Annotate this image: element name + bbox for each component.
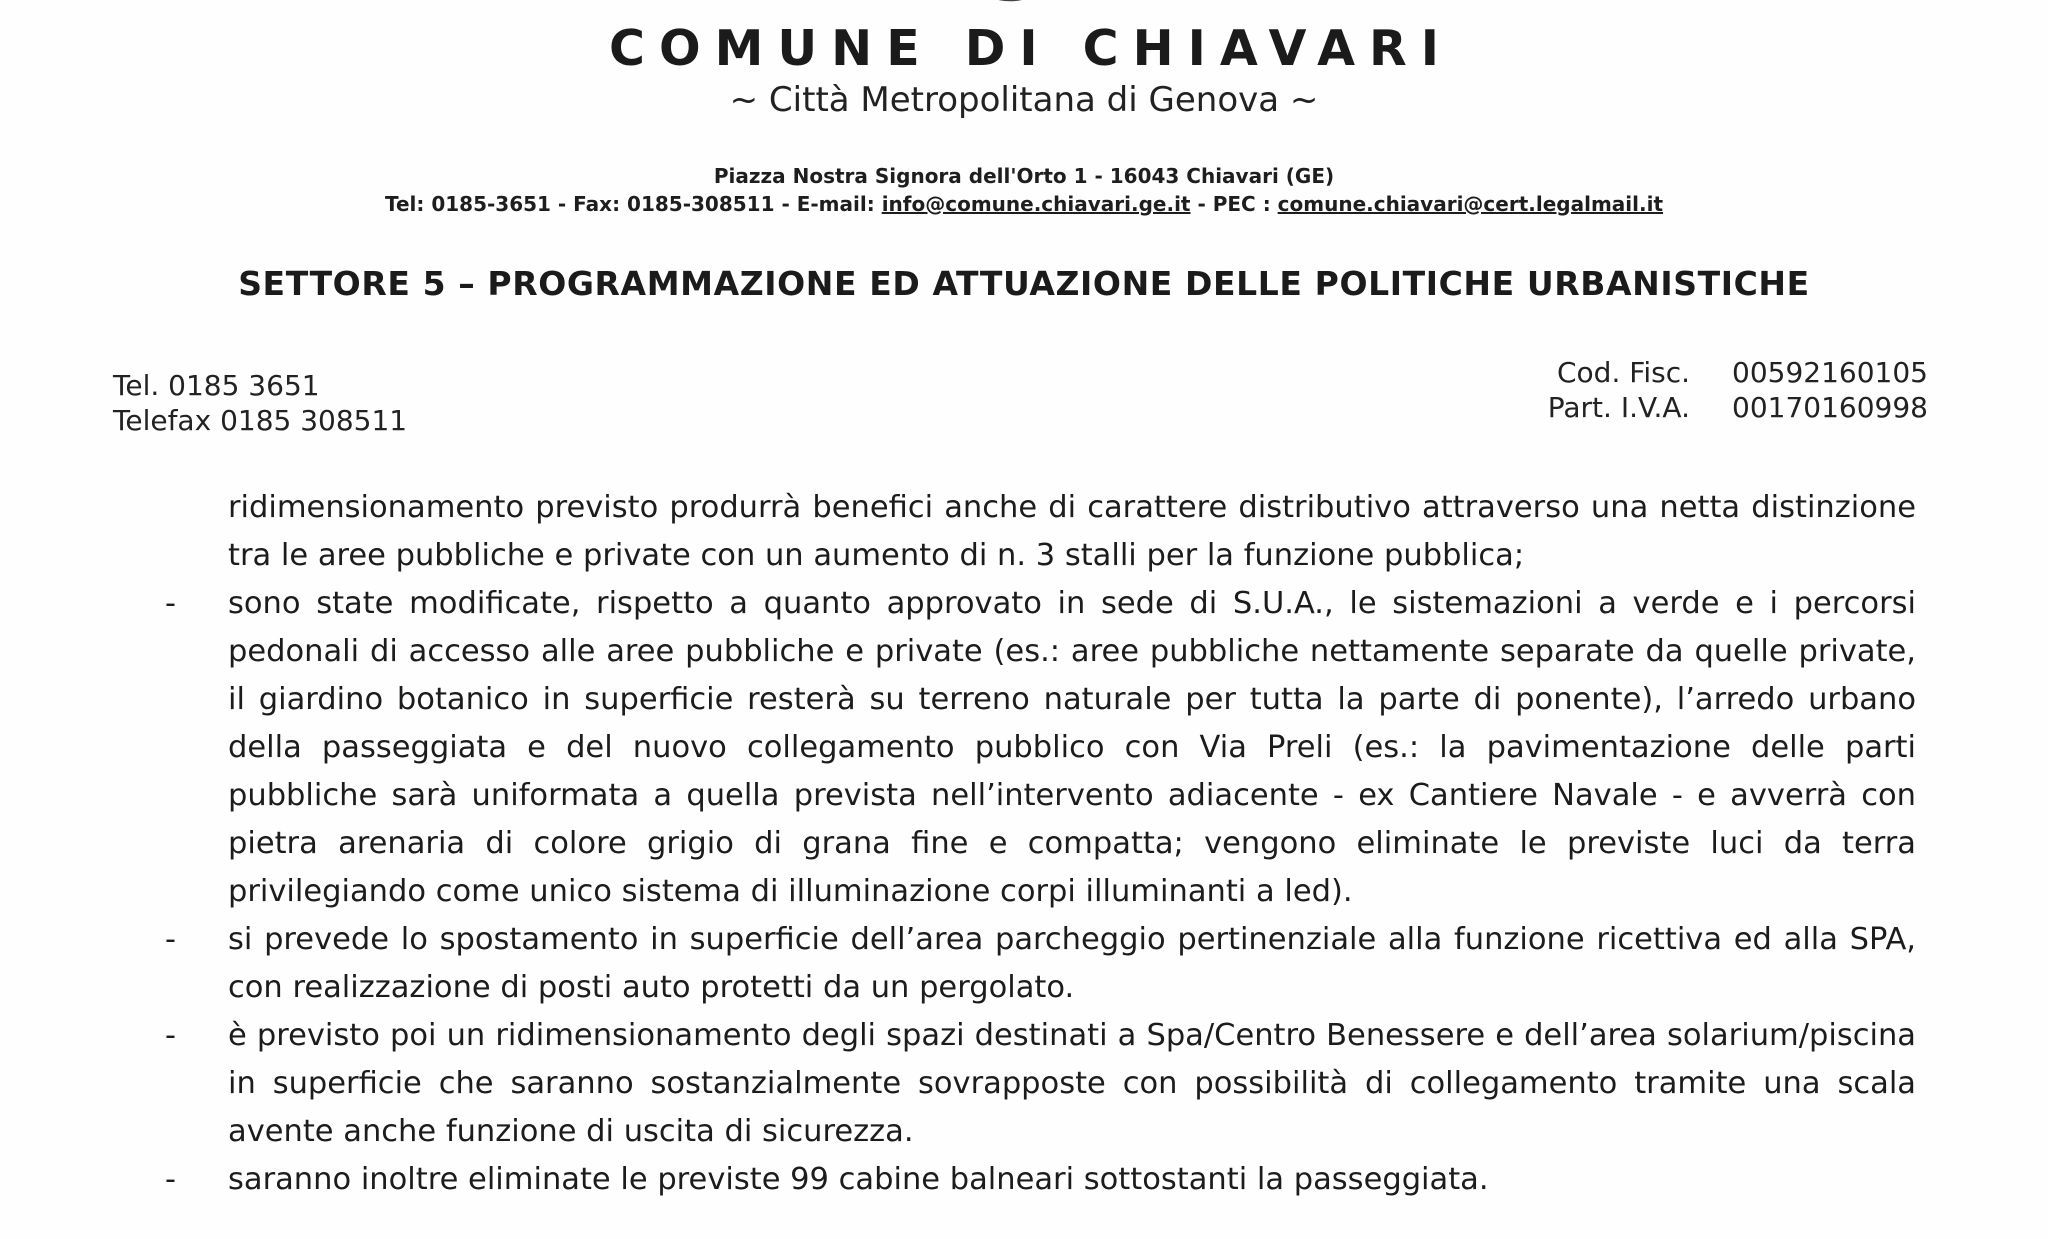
department-heading: SETTORE 5 – PROGRAMMAZIONE ED ATTUAZIONE DELLE POLITICHE URBANISTICHE: [238, 264, 1810, 303]
pec-label: - PEC :: [1190, 192, 1278, 216]
municipality-title: COMUNE DI CHIAVARI: [609, 20, 1453, 77]
municipality-subtitle: ~ Città Metropolitana di Genova ~: [729, 80, 1319, 120]
municipality-contacts: [0, 192, 2048, 216]
tel-line: Tel. 0185 3651: [113, 369, 320, 402]
list-item-text: si prevede lo spostamento in superficie dell’area parcheggio pertinenziale alla funzione ricettiva ed alla SPA, con realizzazione di posti auto protetti da un pergolato.: [228, 922, 1916, 1005]
municipal-crest-icon: [950, 0, 1070, 18]
cod-fisc-value: 00592160105: [1732, 356, 1928, 389]
bullet-marker: -: [165, 586, 177, 621]
email-link[interactable]: info@comune.chiavari.ge.it: [881, 192, 1191, 216]
list-item: [165, 1156, 1916, 1204]
municipality-address: Piazza Nostra Signora dell'Orto 1 - 16043 Chiavari (GE): [713, 164, 1335, 188]
bullet-marker: -: [165, 1018, 177, 1053]
piva-value: 00170160998: [1732, 391, 1928, 424]
piva-row: [1490, 390, 1928, 425]
fiscal-info: [1490, 355, 1928, 425]
list-item: [165, 1012, 1916, 1156]
telefax-line: Telefax 0185 308511: [113, 404, 408, 437]
cod-fisc-row: [1490, 355, 1928, 390]
cod-fisc-label: Cod. Fisc.: [1557, 356, 1690, 389]
bullet-marker: -: [165, 922, 177, 957]
document-body: [165, 484, 1916, 1204]
list-item-text: sono state modificate, rispetto a quanto approvato in sede di S.U.A., le sistemazioni a verde e i percorsi pedonali di accesso alle aree pubbliche e private (es.: aree pubbliche nettamente separate da quelle private, il giardino botanico in superficie resterà su terreno naturale per tutta la parte di ponente), l’arredo urbano della passeggiata e del nuovo collegamento pubblico con Via Preli (es.: la pavimentazione delle parti pubbliche sarà uniformata a quella prevista nell’intervento adiacente - ex Cantiere Navale - e avverrà con pietra arenaria di colore grigio di grana fine e compatta; vengono eliminate le previste luci da terra privilegiando come unico sistema di illuminazione corpi illuminanti a led).: [228, 586, 1916, 909]
phone-info: [113, 368, 407, 438]
contacts-phone-fax: Tel: 0185-3651 - Fax: 0185-308511 - E-mail:: [384, 192, 882, 216]
piva-label: Part. I.V.A.: [1547, 391, 1690, 424]
pec-link[interactable]: comune.chiavari@cert.legalmail.it: [1277, 192, 1664, 216]
bullet-marker: -: [165, 1162, 177, 1197]
list-item: [165, 580, 1916, 916]
list-item-text: saranno inoltre eliminate le previste 99 cabine balneari sottostanti la passeggiata.: [228, 1162, 1489, 1197]
list-item: [165, 916, 1916, 1012]
list-item-text: è previsto poi un ridimensionamento degli spazi destinati a Spa/Centro Benessere e dell’area solarium/piscina in superficie che saranno sostanzialmente sovrapposte con possibilità di collegamento tramite una scala avente anche funzione di uscita di sicurezza.: [228, 1018, 1916, 1149]
intro-paragraph: ridimensionamento previsto produrrà benefici anche di carattere distributivo attraverso una netta distinzione tra le aree pubbliche e private con un aumento di n. 3 stalli per la funzione pubblica;: [228, 490, 1916, 573]
